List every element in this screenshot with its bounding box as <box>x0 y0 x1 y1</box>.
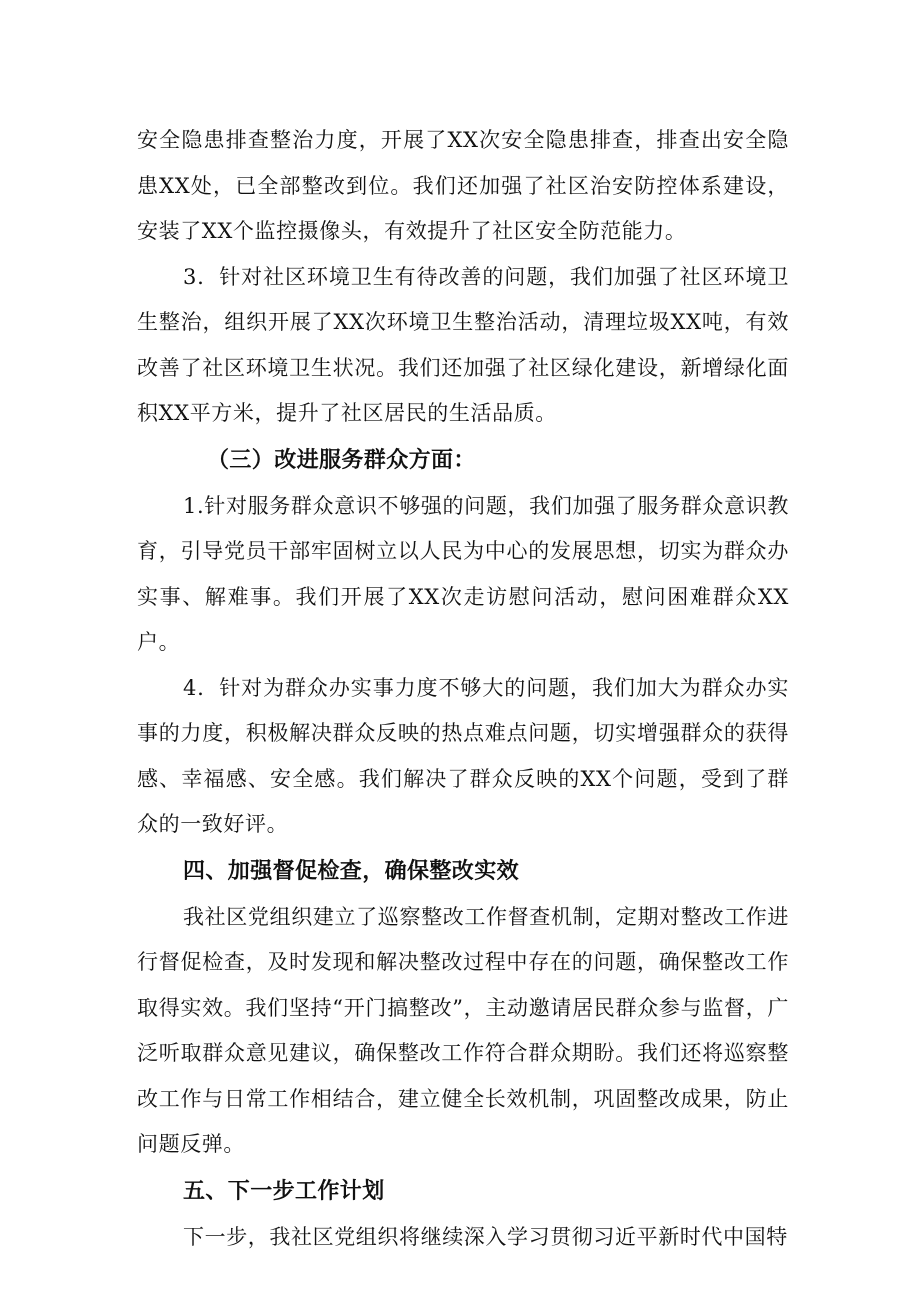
paragraph-safety-continued: 安全隐患排查整治力度，开展了XX次安全隐患排查，排查出安全隐患XX处，已全部整改到位。我们还加强了社区治安防控体系建设，安装了XX个监控摄像头，有效提升了社区安全防范能力。 <box>137 128 789 243</box>
paragraph-supervision: 我社区党组织建立了巡察整改工作督查机制，定期对整改工作进行督促检查，及时发现和解决整改过程中存在的问题，确保整改工作取得实效。我们坚持“开门搞整改”，主动邀请居民群众参与监督，广泛听取群众意见建议，确保整改工作符合群众期盼。我们还将巡察整改工作与日常工作相结合，建立健全长效机制，巩固整改成果，防止问题反弹。 <box>137 904 789 1156</box>
paragraph-next-steps: 下一步，我社区党组织将继续深入学习贯彻习近平新时代中国特 <box>183 1224 788 1249</box>
heading-section-4: 四、加强督促检查，确保整改实效 <box>183 858 520 884</box>
paragraph-item-3-environment: 3．针对社区环境卫生有待改善的问题，我们加强了社区环境卫生整治，组织开展了XX次环境卫生整治活动，清理垃圾XX吨，有效改善了社区环境卫生状况。我们还加强了社区绿化建设，新增绿化面积XX平方米，提升了社区居民的生活品质。 <box>137 264 789 425</box>
heading-section-5: 五、下一步工作计划 <box>183 1178 385 1204</box>
paragraph-item-4-practical-matters: 4．针对为群众办实事力度不够大的问题，我们加大为群众办实事的力度，积极解决群众反映的热点难点问题，切实增强群众的获得感、幸福感、安全感。我们解决了群众反映的XX个问题，受到了群众的一致好评。 <box>137 675 789 836</box>
paragraph-item-1-service-awareness: 1.针对服务群众意识不够强的问题，我们加强了服务群众意识教育，引导党员干部牢固树立以人民为中心的发展思想，切实为群众办实事、解难事。我们开展了XX次走访慰问活动，慰问困难群众XX户。 <box>137 493 789 654</box>
document-body <box>137 118 789 1260</box>
subheading-improve-service: （三）改进服务群众方面： <box>207 447 476 473</box>
